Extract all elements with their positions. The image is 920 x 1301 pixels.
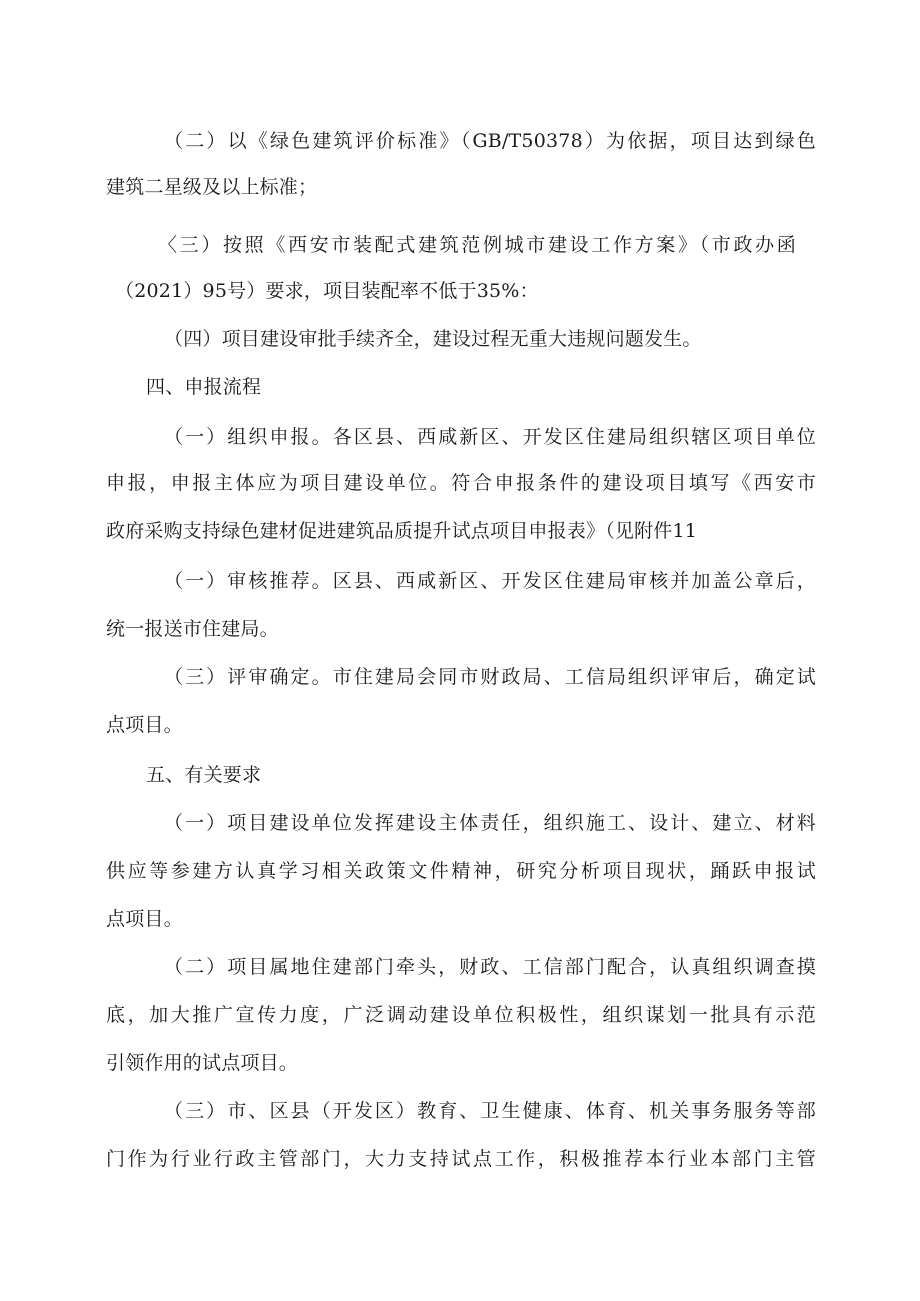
paragraph-line: （二）项目属地住建部门牵头，财政、工信部门配合，认真组织调查摸 [164, 956, 816, 978]
paragraph-line: 供应等参建方认真学习相关政策文件精神，研究分析项目现状，踊跃申报试 [106, 860, 816, 882]
paragraph-line: 门作为行业行政主管部门，大力支持试点工作，积极推荐本行业本部门主管 [106, 1148, 816, 1170]
section-heading: 四、申报流程 [146, 376, 262, 398]
paragraph-line: 引领作用的试点项目。 [106, 1052, 299, 1074]
paragraph-line: （四）项目建设审批手续齐全，建设过程无重大违规问题发生。 [164, 328, 702, 350]
paragraph-line: 底，加大推广宣传力度，广泛调动建设单位积极性，组织谋划一批具有示范 [106, 1004, 816, 1026]
section-heading: 五、有关要求 [146, 764, 262, 786]
paragraph-line: 〈三）按照《西安市装配式建筑范例城市建设工作方案》（市政办函 [158, 234, 796, 256]
paragraph-line: （一）项目建设单位发挥建设主体责任，组织施工、设计、建立、材料 [164, 812, 816, 834]
paragraph-line: 统一报送市住建局。 [106, 618, 279, 640]
paragraph-line: 政府采购支持绿色建材促进建筑品质提升试点项目申报表》（见附件11 [106, 520, 698, 542]
paragraph-line: （三）市、区县（开发区）教育、卫生健康、体育、机关事务服务等部 [164, 1100, 816, 1122]
paragraph-line: （一）审核推荐。区县、西咸新区、开发区住建局审核并加盖公章后， [164, 570, 816, 592]
paragraph-line: 点项目。 [106, 714, 183, 736]
paragraph-line: （二）以《绿色建筑评价标准》（GB/T50378）为依据，项目达到绿色 [164, 130, 816, 152]
paragraph-line: 建筑二星级及以上标准； [106, 176, 318, 198]
paragraph-line: （三）评审确定。市住建局会同市财政局、工信局组织评审后，确定试 [164, 666, 816, 688]
paragraph-line: （2021）95号）要求，项目装配率不低于35%： [115, 280, 539, 302]
paragraph-line: 点项目。 [106, 908, 183, 930]
paragraph-line: 申报，申报主体应为项目建设单位。符合申报条件的建设项目填写《西安市 [106, 472, 816, 494]
paragraph-line: （一）组织申报。各区县、西咸新区、开发区住建局组织辖区项目单位 [164, 426, 816, 448]
